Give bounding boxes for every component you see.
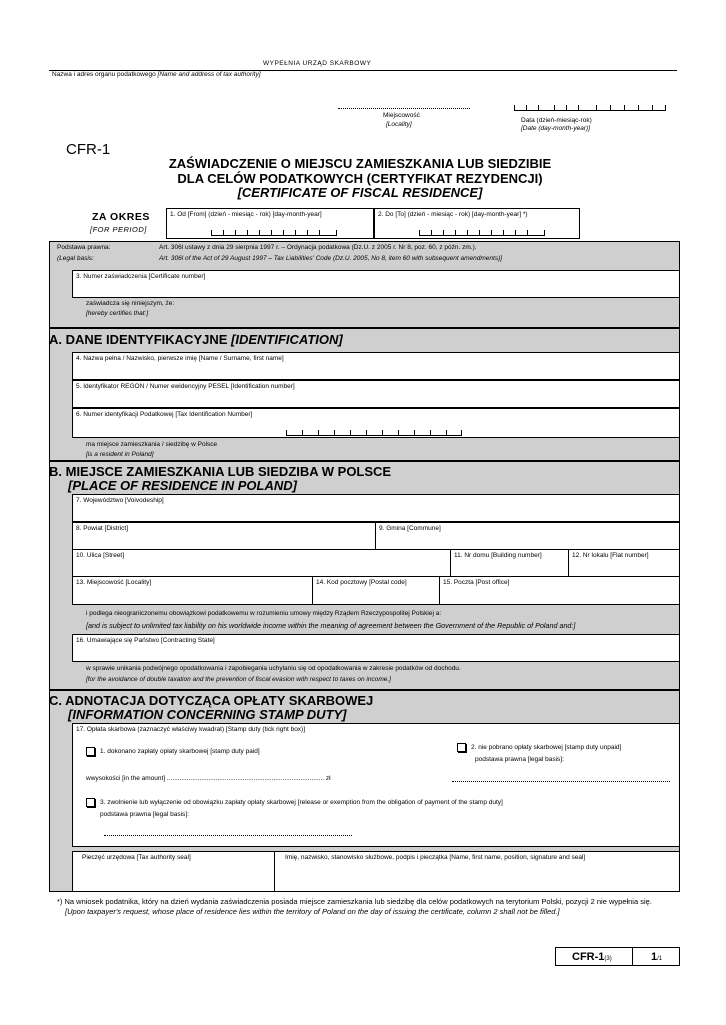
period-to-field[interactable] [374, 208, 580, 239]
page-title [120, 157, 600, 201]
footer-page [651, 951, 662, 963]
signature-field[interactable] [274, 851, 680, 892]
footer-code-text: CFR-1 [572, 951, 605, 963]
stamp-exempt-basis: podstawa prawna [legal basis]: [100, 811, 189, 818]
locality-label-en: [Locality] [386, 121, 412, 128]
certify-text-en: [hereby certifies that:] [86, 310, 149, 317]
seal-field[interactable] [72, 851, 275, 892]
stamp-paid-checkbox[interactable] [86, 747, 95, 756]
building-number-field[interactable] [450, 549, 569, 577]
issue-date-field[interactable] [514, 104, 666, 111]
locality-label: Miejscowość [383, 112, 420, 119]
stamp-exempt-checkbox[interactable] [86, 798, 95, 807]
avoidance-text: w sprawie unikania podwójnego opodatkowania i zapobiegania uchylaniu się od opodatkowania w zakresie podatków od dochodu. [86, 665, 461, 672]
stamp-amount-line: wwysokości [in the amount] ....................................................................................... zł [86, 775, 331, 782]
office-label [52, 71, 261, 78]
footer-page-total: /1 [657, 956, 663, 962]
section-b-title-en: [PLACE OF RESIDENCE IN POLAND] [68, 478, 297, 493]
flat-number-label: 12. Nr lokalu [Flat number] [572, 552, 649, 559]
period-from-field[interactable] [166, 208, 374, 239]
voivodeship-label: 7. Województwo [Voivodeship] [76, 497, 164, 504]
stamp-exempt-label: 3. zwolnienie lub wyłączenie od obowiązku zapłaty opłaty skarbowej [release or exemption from the obligation of payment of the stamp duty] [100, 799, 503, 806]
post-office-field[interactable] [439, 576, 680, 605]
signature-label: Imię, nazwisko, stanowisko służbowe, podpis i pieczątka [Name, first name, position, signature and seal] [285, 854, 586, 861]
stamp-unpaid-label: 2. nie pobrano opłaty skarbowej [stamp duty unpaid] [471, 744, 622, 751]
stamp-duty-field [72, 723, 680, 847]
seal-label: Pieczęć urzędowa [Tax authority seal] [82, 854, 191, 861]
footnote [57, 897, 679, 916]
voivodeship-field[interactable] [72, 494, 680, 522]
district-field[interactable] [72, 522, 376, 550]
legal-text-pl: Art. 306l ustawy z dnia 29 sierpnia 1997 r. – Ordynacja podatkowa (Dz.U. z 2005 r. Nr 8, poz. 60, z późn. zm.). [159, 244, 477, 251]
stamp-unpaid-basis: podstawa prawna [legal basis]: [475, 756, 564, 763]
tax-id-ticks [286, 429, 462, 436]
post-office-label: 15. Poczta [Post office] [443, 579, 510, 586]
period-from-ticks [211, 229, 337, 236]
section-b-title: B. MIEJSCE ZAMIESZKANIA LUB SIEDZIBA W POLSCE [49, 464, 392, 479]
title-line-3: [CERTIFICATE OF FISCAL RESIDENCE] [237, 185, 483, 200]
legal-text-en: Art. 306l of the Act of 29 August 1997 – Tax Liabilities' Code (Dz.U. 2005, No 8, item 60 with subsequent amendments)] [159, 255, 503, 262]
street-field[interactable] [72, 549, 451, 577]
date-label: Data (dzień-miesiąc-rok) [521, 117, 592, 124]
title-line-2: DLA CELÓW PODATKOWYCH (CERTYFIKAT REZYDENCJI) [177, 170, 543, 186]
street-label: 10. Ulica [Street] [76, 552, 125, 559]
stamp-duty-label: 17. Opłata skarbowa (zaznaczyć właściwy kwadrat) [Stamp duty (tick right box)] [76, 726, 306, 733]
certify-text: zaświadcza się niniejszym, że: [86, 300, 175, 307]
flat-number-field[interactable] [568, 549, 680, 577]
section-c-title: C. ADNOTACJA DOTYCZĄCA OPŁATY SKARBOWEJ [49, 693, 374, 708]
title-line-1: ZAŚWIADCZENIE O MIEJSCU ZAMIESZKANIA LUB SIEDZIBIE [168, 156, 552, 171]
footer-page-number: 1 [651, 951, 658, 963]
period-label-en: [FOR PERIOD] [90, 225, 147, 234]
period-label: ZA OKRES [92, 211, 150, 223]
footer-code [572, 951, 612, 963]
footer-code-box [555, 947, 633, 966]
avoidance-text-en: [for the avoidance of double taxation and the prevention of fiscal evasion with respect to taxes on income.] [86, 676, 391, 683]
identification-number-label: 5. Identyfikator REGON / Numer ewidencyjny PESEL [Identification number] [76, 383, 295, 390]
contracting-state-label: 16. Umawiające się Państwo [Contracting State] [76, 637, 215, 644]
fill-note: WYPEŁNIA URZĄD SKARBOWY [263, 60, 372, 67]
section-a-title-en: [IDENTIFICATION] [231, 332, 343, 347]
identification-number-field[interactable] [72, 380, 680, 408]
footnote-pl: *) Na wniosek podatnika, który na dzień wydania zaświadczenia posiada miejsce zamieszkania lub siedzibę dla celów podatkowych na terytorium Polski, pozycji 2 nie wypełnia się. [57, 897, 652, 906]
locality-field-label: 13. Miejscowość [Locality] [76, 579, 152, 586]
period-from-label: 1. Od [From] (dzień - miesiąc - rok) [day-month-year] [170, 211, 322, 218]
section-a-title-pl: A. DANE IDENTYFIKACYJNE [49, 332, 228, 347]
contracting-state-field[interactable] [72, 634, 680, 662]
name-field[interactable] [72, 352, 680, 380]
locality-field[interactable] [72, 576, 313, 605]
stamp-paid-label: 1. dokonano zapłaty opłaty skarbowej [stamp duty paid] [100, 748, 260, 755]
footer-page-box [632, 947, 680, 966]
date-label-en: [Date (day-month-year)] [521, 125, 590, 132]
stamp-unpaid-checkbox[interactable] [457, 743, 466, 752]
resident-text-en: [is a resident in Poland] [86, 451, 154, 458]
commune-field[interactable] [375, 522, 680, 550]
legal-label-pl: Podstawa prawna: [57, 244, 111, 251]
section-a-title [49, 332, 680, 347]
name-field-label: 4. Nazwa pełna / Nazwisko, pierwsze imię [Name / Surname, first name] [76, 355, 284, 362]
period-to-label: 2. Do [To] (dzień - miesiąc - rok) [day-month-year] *) [378, 211, 528, 218]
locality-dots [338, 108, 470, 109]
certificate-number-label: 3. Numer zaświadczenia [Certificate number] [76, 273, 206, 280]
form-code: CFR-1 [66, 141, 111, 158]
period-to-ticks [419, 229, 545, 236]
legal-label-en: (Legal basis: [57, 255, 94, 262]
stamp-unpaid-basis-line[interactable] [452, 781, 670, 782]
postal-code-field[interactable] [312, 576, 440, 605]
district-label: 8. Powiat [District] [76, 525, 129, 532]
tax-id-field[interactable] [72, 408, 680, 438]
footer-version: (3) [604, 956, 612, 962]
resident-text: ma miejsce zamieszkania / siedzibę w Polsce [86, 441, 218, 448]
subject-text: i podlega nieograniczonemu obowiązkowi podatkowemu w rozumieniu umowy między Rządem Rzeczypospolitej Polskiej a: [86, 610, 442, 617]
subject-text-en: [and is subject to unlimited tax liability on his worldwide income within the meaning of agreement between the Government of the Republic of Poland and:] [86, 621, 576, 630]
building-number-label: 11. Nr domu [Building number] [454, 552, 542, 559]
office-label-pl: Nazwa i adres organu podatkowego [52, 71, 156, 78]
certificate-number-field[interactable] [72, 270, 680, 298]
stamp-exempt-basis-line[interactable] [104, 835, 352, 836]
tax-id-label: 6. Numer identyfikacji Podatkowej [Tax Identification Number] [76, 411, 253, 418]
section-c-title-en: [INFORMATION CONCERNING STAMP DUTY] [68, 707, 347, 722]
postal-code-label: 14. Kod pocztowy [Postal code] [316, 579, 407, 586]
footnote-en: [Upon taxpayer's request, whose place of residence lies within the territory of Poland on the day of issuing the certificate, column 2 shall not be filled.] [65, 906, 560, 916]
commune-label: 9. Gmina [Commune] [379, 525, 441, 532]
office-label-en: [Name and address of tax authority] [157, 71, 261, 78]
